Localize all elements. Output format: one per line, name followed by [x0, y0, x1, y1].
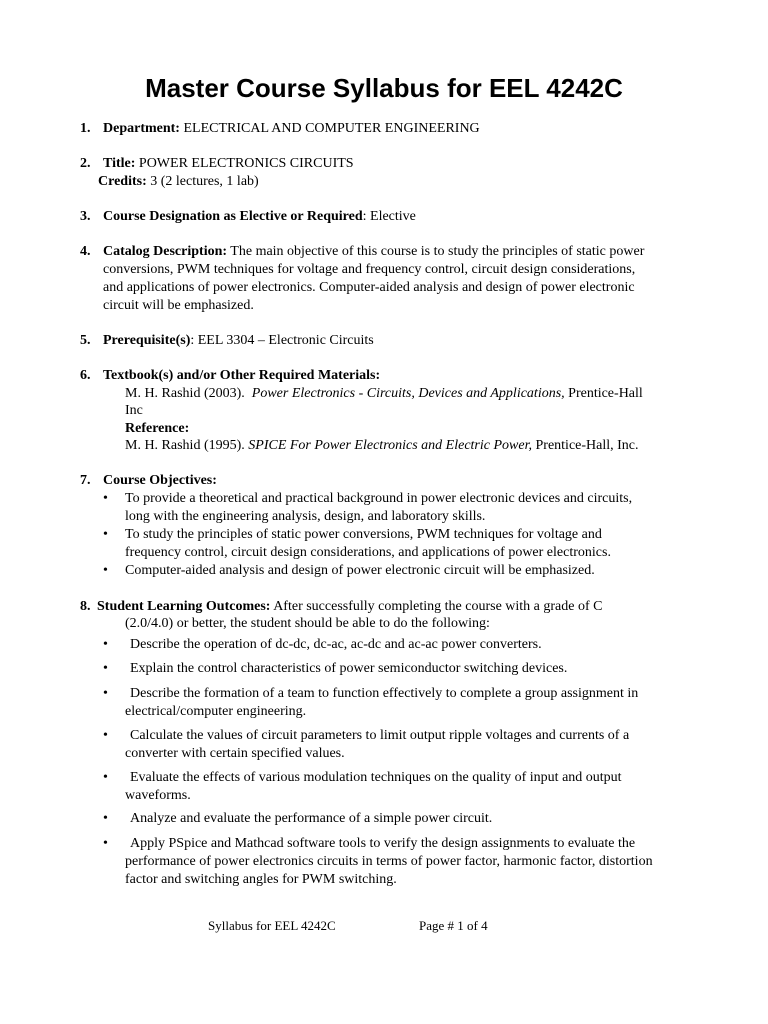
footer-page-number: Page # 1 of 4	[419, 918, 488, 933]
title-value: POWER ELECTRONICS CIRCUITS	[138, 156, 354, 171]
outcome-3-bullet: •	[103, 686, 108, 701]
textbook-1-title: Power Electronics - Circuits, Devices and Applications,	[251, 386, 565, 401]
objective-2-line-2: frequency control, circuit design considerations, and applications of power electronics.	[125, 545, 611, 560]
outcome-2-line-1: Explain the control characteristics of power semiconductor switching devices.	[130, 661, 568, 676]
outcome-2-bullet: •	[103, 661, 108, 676]
credits-label: Credits:	[98, 174, 147, 189]
footer-course: Syllabus for EEL 4242C	[208, 918, 336, 933]
objective-2-bullet: •	[103, 527, 108, 542]
outcome-5-line-1: Evaluate the effects of various modulation techniques on the quality of input and output	[130, 770, 622, 785]
section-6-number: 6.	[80, 368, 91, 383]
designation-label: Course Designation as Elective or Required	[103, 209, 363, 224]
outcomes-intro-1	[97, 598, 602, 616]
section-7-number: 7.	[80, 473, 91, 488]
textbook-1-publisher: Prentice-Hall	[568, 386, 643, 401]
section-5-number: 5.	[80, 333, 91, 348]
objective-3-bullet: •	[103, 563, 108, 578]
prereq-value: : EEL 3304 – Electronic Circuits	[190, 333, 374, 348]
catalog-line-4: circuit will be emphasized.	[103, 298, 254, 313]
designation-value: : Elective	[362, 209, 416, 224]
section-prerequisites	[103, 332, 374, 350]
outcome-1-bullet: •	[103, 637, 108, 652]
reference-label: Reference:	[125, 421, 190, 436]
outcome-3-line-1: Describe the formation of a team to function effectively to complete a group assignment in	[130, 686, 639, 701]
outcome-7-line-3: factor and switching angles for PWM switching.	[125, 872, 397, 887]
objectives-label: Course Objectives:	[103, 473, 217, 488]
objective-1-line-2: long with the engineering analysis, design, and laboratory skills.	[125, 509, 486, 524]
outcome-7-line-2: performance of power electronics circuits in terms of power factor, harmonic factor, distortion	[125, 854, 653, 869]
credits-line	[98, 173, 259, 191]
outcome-7-bullet: •	[103, 836, 108, 851]
title-label: Title:	[103, 156, 136, 171]
outcome-4-bullet: •	[103, 728, 108, 743]
outcome-3-line-2: electrical/computer engineering.	[125, 704, 307, 719]
outcome-5-line-2: waveforms.	[125, 788, 191, 803]
section-3-number: 3.	[80, 209, 91, 224]
textbook-1-cont: Inc	[125, 403, 143, 418]
department-label: Department:	[103, 121, 180, 136]
reference-1-title: SPICE For Power Electronics and Electric Power,	[248, 438, 532, 453]
prereq-label: Prerequisite(s)	[103, 333, 191, 348]
objective-1-bullet: •	[103, 491, 108, 506]
reference-1-author: M. H. Rashid (1995).	[125, 438, 245, 453]
outcome-6-line-1: Analyze and evaluate the performance of a simple power circuit.	[130, 811, 493, 826]
department-value: ELECTRICAL AND COMPUTER ENGINEERING	[183, 121, 480, 136]
outcome-5-bullet: •	[103, 770, 108, 785]
reference-1-publisher: Prentice-Hall, Inc.	[535, 438, 639, 453]
catalog-line-2: conversions, PWM techniques for voltage and frequency control, circuit design considerations,	[103, 262, 636, 277]
textbooks-label: Textbook(s) and/or Other Required Materials:	[103, 368, 381, 383]
outcomes-label: Student Learning Outcomes:	[97, 599, 271, 614]
outcomes-intro-2: (2.0/4.0) or better, the student should be able to do the following:	[125, 616, 490, 631]
credits-value: 3 (2 lectures, 1 lab)	[150, 174, 259, 189]
catalog-line-3: and applications of power electronics. Computer-aided analysis and design of power electronic	[103, 280, 635, 295]
section-4-number: 4.	[80, 244, 91, 259]
section-8-number: 8.	[80, 599, 91, 614]
section-1-number: 1.	[80, 121, 91, 136]
section-designation	[103, 208, 416, 226]
objective-1-line-1: To provide a theoretical and practical background in power electronic devices and circuits,	[125, 491, 633, 506]
section-2-number: 2.	[80, 156, 91, 171]
outcome-7-line-1: Apply PSpice and Mathcad software tools to verify the design assignments to evaluate the	[130, 836, 636, 851]
outcome-4-line-2: converter with certain specified values.	[125, 746, 345, 761]
page-title: Master Course Syllabus for EEL 4242C	[145, 73, 623, 103]
objective-3-line-1: Computer-aided analysis and design of power electronic circuit will be emphasized.	[125, 563, 595, 578]
catalog-text-1: The main objective of this course is to study the principles of static power	[230, 244, 645, 259]
textbook-1-author: M. H. Rashid (2003).	[125, 386, 245, 401]
textbook-1	[125, 385, 643, 403]
outcome-1-line-1: Describe the operation of dc-dc, dc-ac, ac-dc and ac-ac power converters.	[130, 637, 542, 652]
catalog-line-1	[103, 243, 644, 261]
outcome-6-bullet: •	[103, 811, 108, 826]
section-title	[103, 155, 354, 173]
outcomes-intro-text: After successfully completing the course with a grade of C	[273, 599, 603, 614]
reference-1	[125, 437, 639, 455]
objective-2-line-1: To study the principles of static power conversions, PWM techniques for voltage and	[125, 527, 602, 542]
catalog-label: Catalog Description:	[103, 244, 228, 259]
outcome-4-line-1: Calculate the values of circuit parameters to limit output ripple voltages and currents of a	[130, 728, 630, 743]
section-department	[103, 120, 480, 138]
